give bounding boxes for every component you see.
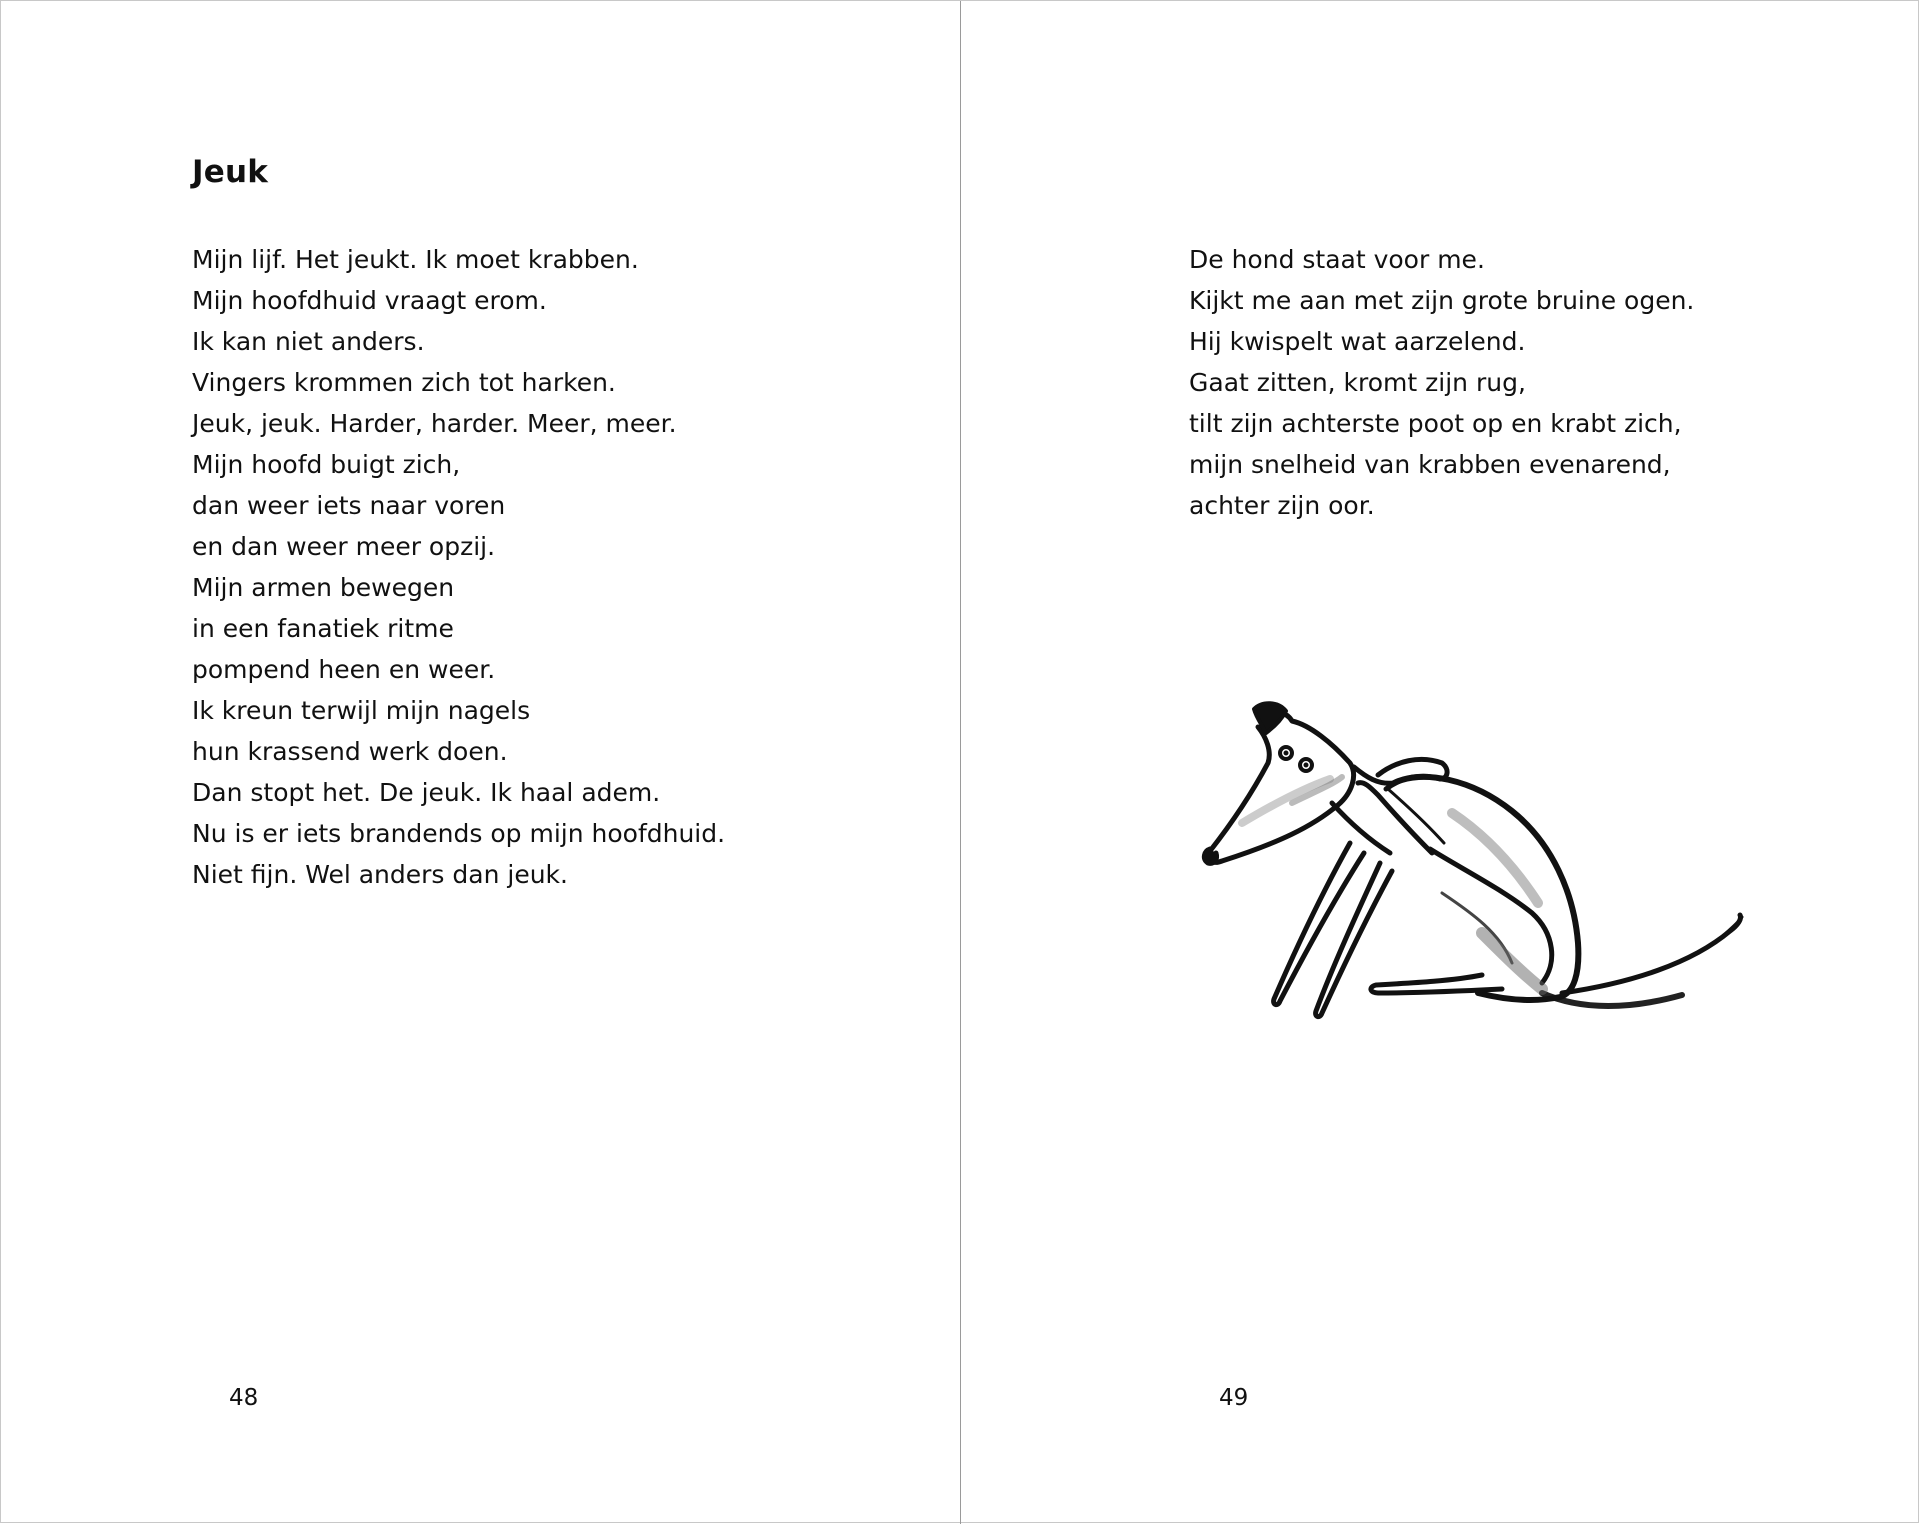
verse-line: mijn snelheid van krabben evenarend,: [1189, 450, 1671, 479]
verse-line: Ik kan niet anders.: [192, 327, 425, 356]
verse-line: Mijn armen bewegen: [192, 573, 455, 602]
poem-title: Jeuk: [192, 154, 269, 190]
dog-hind-leg: [1371, 975, 1502, 993]
verse-line: De hond staat voor me.: [1189, 245, 1485, 274]
verse-line: hun krassend werk doen.: [192, 737, 508, 766]
dog-scratching-illustration: [1182, 693, 1762, 1053]
dog-head: [1209, 712, 1354, 862]
dog-nose: [1204, 849, 1216, 863]
right-page: [961, 1, 1919, 1524]
dog-tail: [1562, 915, 1741, 993]
left-page: [1, 1, 960, 1524]
verse-line: Kijkt me aan met zijn grote bruine ogen.: [1189, 286, 1695, 315]
verse-line: Nu is er iets brandends op mijn hoofdhuid.: [192, 819, 726, 848]
verse-line: Jeuk, jeuk. Harder, harder. Meer, meer.: [192, 409, 677, 438]
verse-line: dan weer iets naar voren: [192, 491, 506, 520]
verse-line: Niet fijn. Wel anders dan jeuk.: [192, 860, 568, 889]
verse-line: en dan weer meer opzij.: [192, 532, 496, 561]
page-number-right: 49: [1219, 1385, 1249, 1411]
verse-line: Mijn hoofd buigt zich,: [192, 450, 461, 479]
verse-line: pompend heen en weer.: [192, 655, 496, 684]
verse-line: achter zijn oor.: [1189, 491, 1375, 520]
poem-verse-right: [1189, 239, 1694, 526]
verse-line: Ik kreun terwijl mijn nagels: [192, 696, 531, 725]
verse-line: Hij kwispelt wat aarzelend.: [1189, 327, 1526, 356]
verse-line: in een fanatiek ritme: [192, 614, 454, 643]
verse-line: Mijn lijf. Het jeukt. Ik moet krabben.: [192, 245, 639, 274]
poem-verse-left: [192, 239, 725, 895]
page-number-left: 48: [229, 1385, 259, 1411]
verse-line: Vingers krommen zich tot harken.: [192, 368, 616, 397]
verse-line: Dan stopt het. De jeuk. Ik haal adem.: [192, 778, 661, 807]
verse-line: tilt zijn achterste poot op en krabt zich,: [1189, 409, 1682, 438]
verse-line: Gaat zitten, kromt zijn rug,: [1189, 368, 1526, 397]
verse-line: Mijn hoofdhuid vraagt erom.: [192, 286, 547, 315]
